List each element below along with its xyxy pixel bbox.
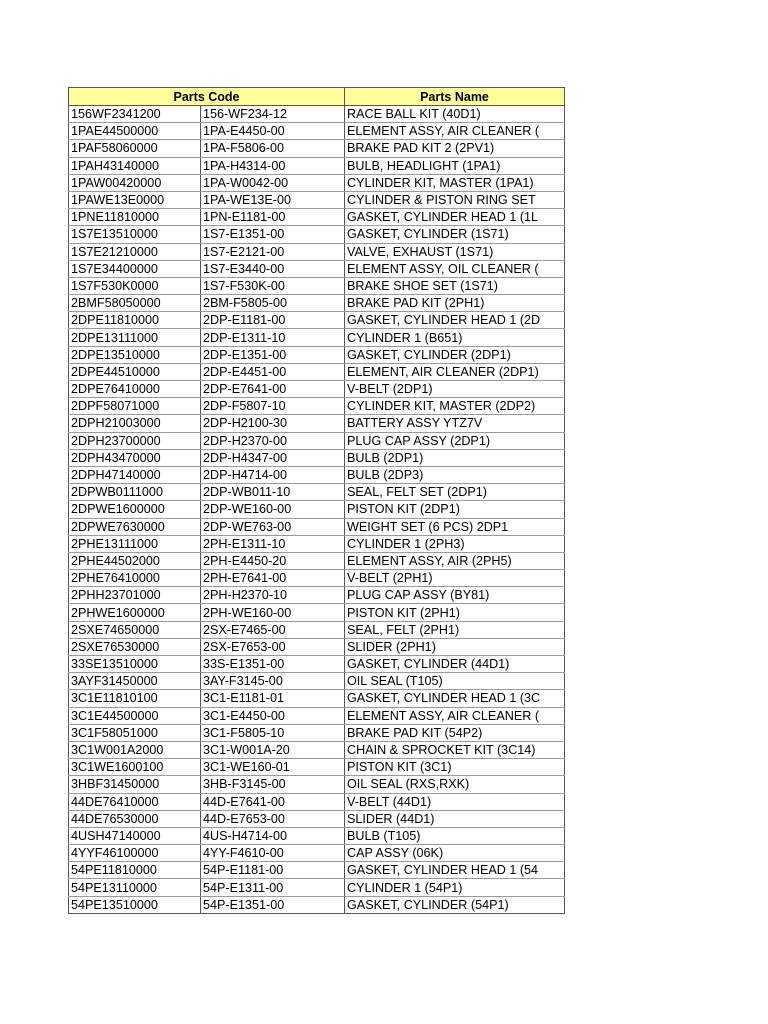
part-number-cell: 2BMF58050000: [69, 295, 201, 312]
part-code-cell: 1S7-E3440-00: [201, 260, 345, 277]
part-number-cell: 1PAF58060000: [69, 140, 201, 157]
part-code-cell: 2SX-E7653-00: [201, 638, 345, 655]
part-number-cell: 2DPF58071000: [69, 398, 201, 415]
part-number-cell: 2PHWE1600000: [69, 604, 201, 621]
part-name-cell: PISTON KIT (2PH1): [345, 604, 565, 621]
part-code-cell: 1PN-E1181-00: [201, 209, 345, 226]
part-number-cell: 1PAWE13E0000: [69, 191, 201, 208]
part-number-cell: 44DE76530000: [69, 810, 201, 827]
part-code-cell: 2SX-E7465-00: [201, 621, 345, 638]
part-code-cell: 2DP-H4714-00: [201, 466, 345, 483]
part-code-cell: 3C1-F5805-10: [201, 724, 345, 741]
table-row: [69, 896, 565, 913]
part-number-cell: 44DE76410000: [69, 793, 201, 810]
part-name-cell: CYLINDER KIT, MASTER (2DP2): [345, 398, 565, 415]
part-number-cell: 2PHE44502000: [69, 552, 201, 569]
part-name-cell: GASKET, CYLINDER (1S71): [345, 226, 565, 243]
part-number-cell: 2DPH21003000: [69, 415, 201, 432]
part-name-cell: V-BELT (44D1): [345, 793, 565, 810]
part-code-cell: 3C1-WE160-01: [201, 759, 345, 776]
part-code-cell: 54P-E1351-00: [201, 896, 345, 913]
header-parts-code: Parts Code: [69, 88, 345, 106]
part-name-cell: GASKET, CYLINDER (2DP1): [345, 346, 565, 363]
part-name-cell: ELEMENT ASSY, AIR (2PH5): [345, 552, 565, 569]
part-name-cell: CYLINDER 1 (54P1): [345, 879, 565, 896]
part-number-cell: 2DPE13111000: [69, 329, 201, 346]
table-row: [69, 501, 565, 518]
part-code-cell: 2DP-WE160-00: [201, 501, 345, 518]
table-row: [69, 191, 565, 208]
part-code-cell: 1PA-E4450-00: [201, 123, 345, 140]
part-number-cell: 54PE11810000: [69, 862, 201, 879]
header-parts-name: Parts Name: [345, 88, 565, 106]
part-code-cell: 1PA-WE13E-00: [201, 191, 345, 208]
part-number-cell: 1PAW00420000: [69, 174, 201, 191]
part-name-cell: CYLINDER 1 (2PH3): [345, 535, 565, 552]
table-row: [69, 587, 565, 604]
part-name-cell: BULB, HEADLIGHT (1PA1): [345, 157, 565, 174]
part-number-cell: 2DPE13510000: [69, 346, 201, 363]
part-code-cell: 1PA-W0042-00: [201, 174, 345, 191]
part-number-cell: 4USH47140000: [69, 827, 201, 844]
part-code-cell: 2BM-F5805-00: [201, 295, 345, 312]
table-row: [69, 707, 565, 724]
table-row: [69, 656, 565, 673]
table-row: [69, 398, 565, 415]
part-name-cell: BULB (2DP3): [345, 466, 565, 483]
part-name-cell: CYLINDER 1 (B651): [345, 329, 565, 346]
table-row: [69, 209, 565, 226]
part-number-cell: 1PAE44500000: [69, 123, 201, 140]
part-name-cell: WEIGHT SET (6 PCS) 2DP1: [345, 518, 565, 535]
part-name-cell: GASKET, CYLINDER (44D1): [345, 656, 565, 673]
part-number-cell: 2DPH23700000: [69, 432, 201, 449]
table-row: [69, 604, 565, 621]
table-row: [69, 243, 565, 260]
part-code-cell: 2PH-WE160-00: [201, 604, 345, 621]
part-name-cell: RACE BALL KIT (40D1): [345, 106, 565, 123]
table-row: [69, 845, 565, 862]
table-row: [69, 810, 565, 827]
part-name-cell: GASKET, CYLINDER HEAD 1 (2D: [345, 312, 565, 329]
table-row: [69, 295, 565, 312]
part-code-cell: 2DP-H2100-30: [201, 415, 345, 432]
table-row: [69, 759, 565, 776]
part-name-cell: V-BELT (2PH1): [345, 570, 565, 587]
part-code-cell: 2DP-E4451-00: [201, 363, 345, 380]
parts-table: [68, 87, 565, 914]
part-code-cell: 3C1-W001A-20: [201, 741, 345, 758]
part-code-cell: 2DP-E1351-00: [201, 346, 345, 363]
part-number-cell: 2PHE76410000: [69, 570, 201, 587]
part-name-cell: BRAKE SHOE SET (1S71): [345, 277, 565, 294]
part-code-cell: 3C1-E1181-01: [201, 690, 345, 707]
part-number-cell: 2DPE44510000: [69, 363, 201, 380]
part-name-cell: VALVE, EXHAUST (1S71): [345, 243, 565, 260]
part-code-cell: 2DP-H4347-00: [201, 449, 345, 466]
part-name-cell: OIL SEAL (RXS,RXK): [345, 776, 565, 793]
part-name-cell: GASKET, CYLINDER HEAD 1 (54: [345, 862, 565, 879]
header-row: [69, 88, 565, 106]
part-name-cell: GASKET, CYLINDER (54P1): [345, 896, 565, 913]
table-row: [69, 157, 565, 174]
part-code-cell: 3HB-F3145-00: [201, 776, 345, 793]
table-row: [69, 741, 565, 758]
part-number-cell: 1S7F530K0000: [69, 277, 201, 294]
part-code-cell: 2PH-H2370-10: [201, 587, 345, 604]
part-code-cell: 1S7-E2121-00: [201, 243, 345, 260]
table-row: [69, 466, 565, 483]
part-number-cell: 3HBF31450000: [69, 776, 201, 793]
part-number-cell: 1PAH43140000: [69, 157, 201, 174]
part-name-cell: CHAIN & SPROCKET KIT (3C14): [345, 741, 565, 758]
part-name-cell: ELEMENT, AIR CLEANER (2DP1): [345, 363, 565, 380]
part-code-cell: 3C1-E4450-00: [201, 707, 345, 724]
part-code-cell: 44D-E7641-00: [201, 793, 345, 810]
table-row: [69, 123, 565, 140]
part-number-cell: 2DPE76410000: [69, 381, 201, 398]
part-number-cell: 156WF2341200: [69, 106, 201, 123]
part-name-cell: CAP ASSY (06K): [345, 845, 565, 862]
table-header: [69, 88, 565, 106]
table-row: [69, 827, 565, 844]
part-name-cell: CYLINDER & PISTON RING SET: [345, 191, 565, 208]
table-row: [69, 312, 565, 329]
part-name-cell: OIL SEAL (T105): [345, 673, 565, 690]
part-number-cell: 1PNE11810000: [69, 209, 201, 226]
part-name-cell: BRAKE PAD KIT (54P2): [345, 724, 565, 741]
part-name-cell: CYLINDER KIT, MASTER (1PA1): [345, 174, 565, 191]
part-number-cell: 3C1E44500000: [69, 707, 201, 724]
table-body: [69, 106, 565, 914]
part-number-cell: 2DPWE7630000: [69, 518, 201, 535]
table-row: [69, 432, 565, 449]
table-row: [69, 776, 565, 793]
table-row: [69, 879, 565, 896]
part-name-cell: ELEMENT ASSY, OIL CLEANER (: [345, 260, 565, 277]
part-code-cell: 1PA-H4314-00: [201, 157, 345, 174]
part-code-cell: 156-WF234-12: [201, 106, 345, 123]
table-row: [69, 724, 565, 741]
table-row: [69, 260, 565, 277]
part-code-cell: 2DP-WB011-10: [201, 484, 345, 501]
part-name-cell: PISTON KIT (2DP1): [345, 501, 565, 518]
part-number-cell: 3C1WE1600100: [69, 759, 201, 776]
part-number-cell: 1S7E34400000: [69, 260, 201, 277]
part-number-cell: 3C1E11810100: [69, 690, 201, 707]
part-code-cell: 54P-E1311-00: [201, 879, 345, 896]
table-row: [69, 793, 565, 810]
part-number-cell: 2PHH23701000: [69, 587, 201, 604]
part-name-cell: V-BELT (2DP1): [345, 381, 565, 398]
table-row: [69, 535, 565, 552]
table-row: [69, 329, 565, 346]
table-row: [69, 690, 565, 707]
table-row: [69, 638, 565, 655]
part-code-cell: 4YY-F4610-00: [201, 845, 345, 862]
table-row: [69, 174, 565, 191]
part-number-cell: 3C1W001A2000: [69, 741, 201, 758]
part-name-cell: BRAKE PAD KIT (2PH1): [345, 295, 565, 312]
part-code-cell: 2PH-E4450-20: [201, 552, 345, 569]
part-name-cell: SLIDER (2PH1): [345, 638, 565, 655]
part-number-cell: 2DPWB0111000: [69, 484, 201, 501]
part-code-cell: 2DP-E1311-10: [201, 329, 345, 346]
part-code-cell: 3AY-F3145-00: [201, 673, 345, 690]
part-name-cell: ELEMENT ASSY, AIR CLEANER (: [345, 123, 565, 140]
part-number-cell: 54PE13110000: [69, 879, 201, 896]
table-row: [69, 518, 565, 535]
part-code-cell: 44D-E7653-00: [201, 810, 345, 827]
table-row: [69, 621, 565, 638]
part-code-cell: 33S-E1351-00: [201, 656, 345, 673]
table-row: [69, 381, 565, 398]
part-number-cell: 3C1F58051000: [69, 724, 201, 741]
part-code-cell: 2DP-E1181-00: [201, 312, 345, 329]
part-name-cell: BRAKE PAD KIT 2 (2PV1): [345, 140, 565, 157]
part-name-cell: BULB (T105): [345, 827, 565, 844]
part-number-cell: 33SE13510000: [69, 656, 201, 673]
part-name-cell: ELEMENT ASSY, AIR CLEANER (: [345, 707, 565, 724]
table-row: [69, 449, 565, 466]
part-number-cell: 4YYF46100000: [69, 845, 201, 862]
table-row: [69, 415, 565, 432]
table-row: [69, 570, 565, 587]
table-row: [69, 226, 565, 243]
part-number-cell: 2DPWE1600000: [69, 501, 201, 518]
part-name-cell: PLUG CAP ASSY (BY81): [345, 587, 565, 604]
part-code-cell: 1S7-E1351-00: [201, 226, 345, 243]
part-name-cell: BULB (2DP1): [345, 449, 565, 466]
table-row: [69, 484, 565, 501]
part-number-cell: 2DPH43470000: [69, 449, 201, 466]
part-code-cell: 2PH-E1311-10: [201, 535, 345, 552]
part-number-cell: 2SXE74650000: [69, 621, 201, 638]
part-name-cell: SEAL, FELT SET (2DP1): [345, 484, 565, 501]
table-row: [69, 552, 565, 569]
table-row: [69, 673, 565, 690]
part-code-cell: 2DP-F5807-10: [201, 398, 345, 415]
table-row: [69, 277, 565, 294]
table-row: [69, 106, 565, 123]
part-code-cell: 1S7-F530K-00: [201, 277, 345, 294]
part-code-cell: 4US-H4714-00: [201, 827, 345, 844]
part-code-cell: 2PH-E7641-00: [201, 570, 345, 587]
part-number-cell: 2DPE11810000: [69, 312, 201, 329]
part-name-cell: BATTERY ASSY YTZ7V: [345, 415, 565, 432]
table-row: [69, 363, 565, 380]
part-number-cell: 54PE13510000: [69, 896, 201, 913]
part-number-cell: 3AYF31450000: [69, 673, 201, 690]
part-name-cell: PLUG CAP ASSY (2DP1): [345, 432, 565, 449]
part-name-cell: GASKET, CYLINDER HEAD 1 (1L: [345, 209, 565, 226]
table-row: [69, 862, 565, 879]
table-row: [69, 140, 565, 157]
part-code-cell: 2DP-H2370-00: [201, 432, 345, 449]
table-row: [69, 346, 565, 363]
part-number-cell: 2SXE76530000: [69, 638, 201, 655]
part-number-cell: 2DPH47140000: [69, 466, 201, 483]
part-code-cell: 1PA-F5806-00: [201, 140, 345, 157]
part-code-cell: 54P-E1181-00: [201, 862, 345, 879]
part-number-cell: 1S7E21210000: [69, 243, 201, 260]
part-name-cell: SLIDER (44D1): [345, 810, 565, 827]
part-code-cell: 2DP-WE763-00: [201, 518, 345, 535]
part-number-cell: 2PHE13111000: [69, 535, 201, 552]
part-name-cell: SEAL, FELT (2PH1): [345, 621, 565, 638]
part-number-cell: 1S7E13510000: [69, 226, 201, 243]
part-name-cell: PISTON KIT (3C1): [345, 759, 565, 776]
part-name-cell: GASKET, CYLINDER HEAD 1 (3C: [345, 690, 565, 707]
part-code-cell: 2DP-E7641-00: [201, 381, 345, 398]
